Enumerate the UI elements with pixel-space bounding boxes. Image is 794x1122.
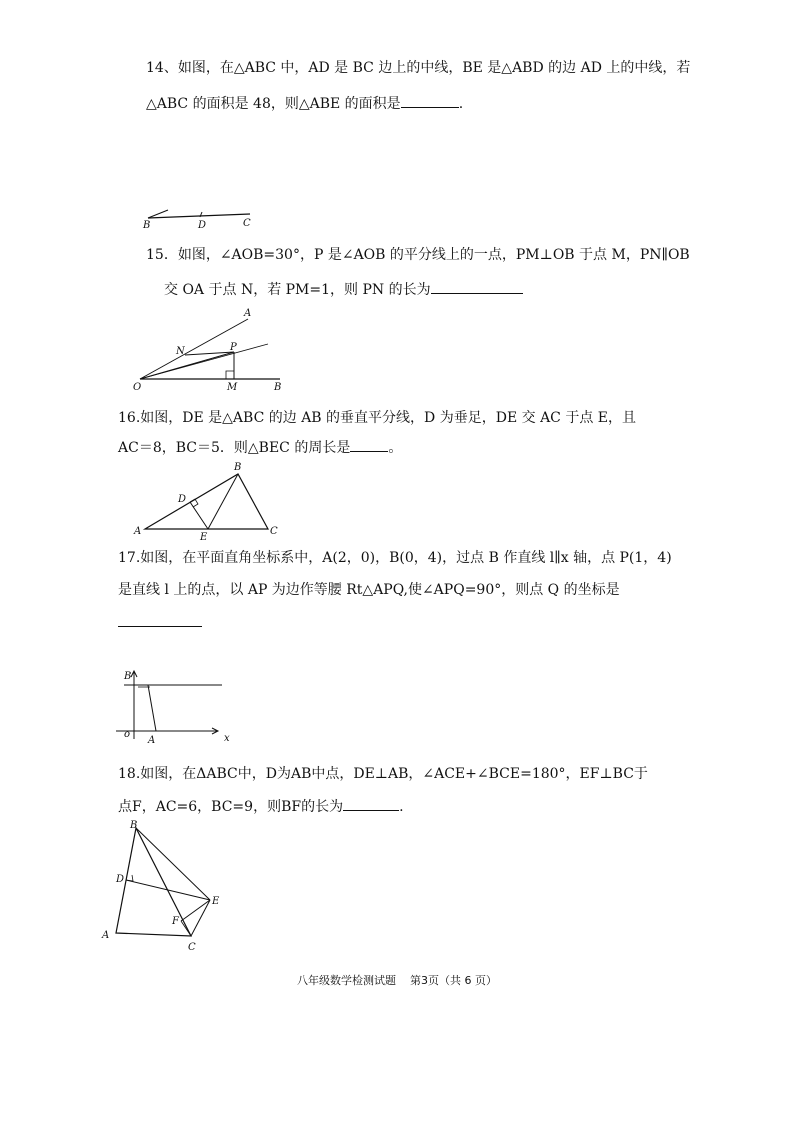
question-15-line1: 15．如图，∠AOB=30°，P 是∠AOB 的平分线上的一点，PM⊥OB 于点 M，PN∥OB <box>146 247 690 263</box>
fig16-label-d: D <box>178 494 187 505</box>
fig18-label-c: C <box>188 942 196 953</box>
question-16-text: AC＝8，BC＝5．则△BEC 的周长是 <box>118 440 351 456</box>
fig17-label-x: x <box>224 733 230 744</box>
question-15-line2 <box>164 280 523 300</box>
question-18-line2 <box>118 797 404 817</box>
fig16-label-e: E <box>200 532 208 543</box>
question-16-line2 <box>118 438 402 458</box>
fig16-label-b: B <box>234 462 242 473</box>
answer-blank-14 <box>401 107 459 108</box>
fig17-label-a: A <box>148 735 156 746</box>
fig18-label-f: F <box>172 916 179 927</box>
question-14-line2 <box>146 94 463 114</box>
question-17-line1: 17.如图，在平面直角坐标系中，A(2，0)，B(0，4)，过点 B 作直线 l∥x 轴，点 P(1，4) <box>118 550 672 566</box>
fig15-label-a: A <box>244 308 252 319</box>
page-footer <box>0 972 794 988</box>
question-15-text: 交 OA 于点 N，若 PM=1，则 PN 的长为 <box>164 282 431 298</box>
question-14-text: △ABC 的面积是 48，则△ABE 的面积是 <box>146 96 401 112</box>
fig15-label-p: P <box>230 342 237 353</box>
fig16-label-a: A <box>134 526 142 537</box>
figure-18 <box>96 818 236 958</box>
question-14-end: . <box>458 96 464 112</box>
question-17-line2: 是直线 l 上的点，以 AP 为边作等腰 Rt△APQ,使∠APQ=90°，则点 Q 的坐标是 <box>118 582 620 598</box>
answer-blank-17 <box>118 612 202 627</box>
fig15-label-m: M <box>227 382 238 393</box>
fig14-label-c: C <box>243 218 251 229</box>
fig17-label-b: B <box>124 671 132 682</box>
fig15-label-b: B <box>274 382 282 393</box>
figure-17 <box>112 665 242 745</box>
fig14-label-b: B <box>143 220 151 231</box>
fig18-label-a: A <box>102 930 110 941</box>
fig18-label-e: E <box>212 896 220 907</box>
figure-16 <box>130 462 290 542</box>
fig14-label-d: D <box>198 220 207 231</box>
answer-blank-18 <box>343 810 399 811</box>
question-14-line1: 14、如图，在△ABC 中，AD 是 BC 边上的中线，BE 是△ABD 的边 AD 上的中线，若 <box>146 60 691 76</box>
fig18-label-b: B <box>130 820 138 831</box>
answer-blank-15 <box>431 293 523 294</box>
fig16-label-c: C <box>270 526 278 537</box>
footer-page: 第3页（共 6 页） <box>410 974 497 987</box>
fig17-label-o: o <box>124 729 131 740</box>
question-18-line1: 18.如图，在ΔABC中，D为AB中点，DE⊥AB，∠ACE+∠BCE=180°，EF⊥BC于 <box>118 766 648 782</box>
question-16-line1: 16.如图，DE 是△ABC 的边 AB 的垂直平分线，D 为垂足，DE 交 AC 于点 E，且 <box>118 410 637 426</box>
fig15-label-o: O <box>133 382 142 393</box>
question-18-text: 点F，AC=6，BC=9，则BF的长为 <box>118 799 344 815</box>
answer-blank-16 <box>350 451 388 452</box>
fig15-label-n: N <box>176 346 185 357</box>
question-16-end: 。 <box>388 440 403 456</box>
figure-14 <box>138 200 258 230</box>
fig18-label-d: D <box>116 874 125 885</box>
question-18-end: . <box>399 799 404 815</box>
footer-title: 八年级数学检测试题 <box>297 974 396 987</box>
figure-15 <box>130 306 290 396</box>
